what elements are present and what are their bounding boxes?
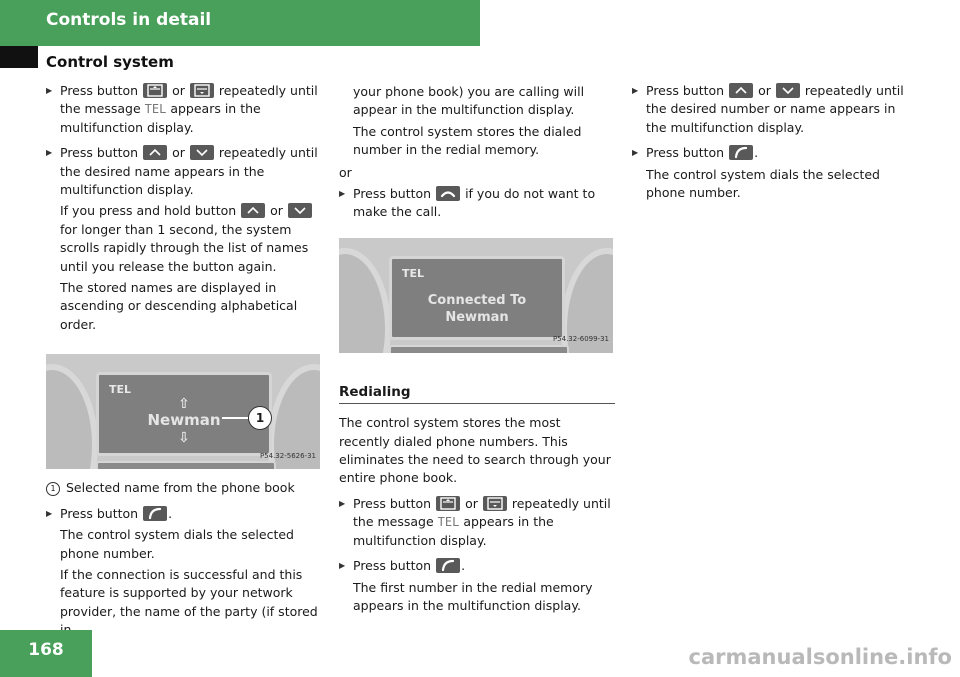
arrow-up-icon — [729, 83, 753, 98]
chapter-title: Controls in detail — [46, 10, 212, 30]
section-heading: Redialing — [339, 383, 615, 404]
step: ▶ Press button . — [46, 505, 322, 523]
display-message: TEL — [144, 102, 167, 117]
step: ▶ Press button or repeatedly until the message TEL appears in the multifunction display. — [46, 82, 322, 137]
step: ▶ Press button if you do not want to make the call. — [339, 185, 615, 222]
callout-marker: 1 — [248, 406, 272, 430]
column-3 — [632, 82, 912, 202]
header-marker — [0, 46, 38, 68]
multifunction-display: TEL Connected To Newman — [389, 256, 565, 340]
watermark: carmanualsonline.info — [688, 645, 952, 669]
arrow-down-icon: ⇩ — [178, 430, 190, 447]
paragraph: The control system dials the selected phone number. — [646, 166, 880, 201]
display-figure-name: TEL ⇧ Newman ⇩ 1 P54.32-5626-31 — [46, 354, 320, 469]
arrow-down-icon — [288, 203, 312, 218]
arrow-down-icon — [190, 145, 214, 160]
column-1 — [46, 82, 322, 640]
column-2 — [339, 83, 615, 615]
arrow-down-icon — [776, 83, 800, 98]
multifunction-display: TEL ⇧ Newman ⇩ — [96, 372, 272, 456]
paragraph: The control system dials the selected phone number. — [60, 527, 294, 561]
paragraph: The control system stores the most recently dialed phone numbers. This eliminates the need to search through your entire phone book. — [339, 415, 611, 486]
chapter-header — [0, 0, 480, 46]
page-number: 168 — [0, 630, 92, 677]
display-message: TEL — [437, 515, 460, 530]
display-up-icon — [143, 83, 167, 98]
paragraph: The first number in the redial memory appears in the multifunction display. — [353, 579, 593, 613]
phone-call-icon — [143, 506, 167, 521]
step: ▶ Press button or repeatedly until the message TEL appears in the multifunction display. — [339, 495, 615, 550]
phone-call-icon — [729, 145, 753, 160]
or-label: or — [339, 164, 352, 180]
paragraph: If the connection is successful and this feature is supported by your network provider, the name of the party (if stored — [60, 566, 318, 619]
step: ▶ Press button or repeatedly until the desired name appears in the multifunction display. — [46, 144, 322, 199]
display-up-icon — [436, 496, 460, 511]
step: ▶ Press button . — [632, 144, 912, 162]
paragraph: If you press and hold button or for longer than 1 second, the system scrolls rapidly through the list of names until you release the button again. — [46, 202, 322, 276]
arrow-up-icon — [241, 203, 265, 218]
figure-caption: 1 Selected name from the phone book — [46, 479, 322, 497]
section-title: Control system — [46, 53, 174, 71]
paragraph: your phone book) you are calling will appear in the multifunction display. — [353, 84, 585, 118]
arrow-up-icon: ⇧ — [178, 396, 190, 413]
phone-end-icon — [436, 186, 460, 201]
display-figure-connected: TEL Connected To Newman P54.32-6099-31 — [339, 238, 613, 353]
phone-call-icon — [436, 558, 460, 573]
step: ▶ Press button or repeatedly until the desired number or name appears in the multifunction display. — [632, 82, 912, 137]
paragraph: The stored names are displayed in ascending or descending alphabetical order. — [60, 280, 298, 332]
arrow-up-icon — [143, 145, 167, 160]
step: ▶ Press button . — [339, 557, 615, 575]
paragraph: The control system stores the dialed number in the redial memory. — [353, 123, 582, 158]
display-down-icon — [483, 496, 507, 511]
display-down-icon — [190, 83, 214, 98]
